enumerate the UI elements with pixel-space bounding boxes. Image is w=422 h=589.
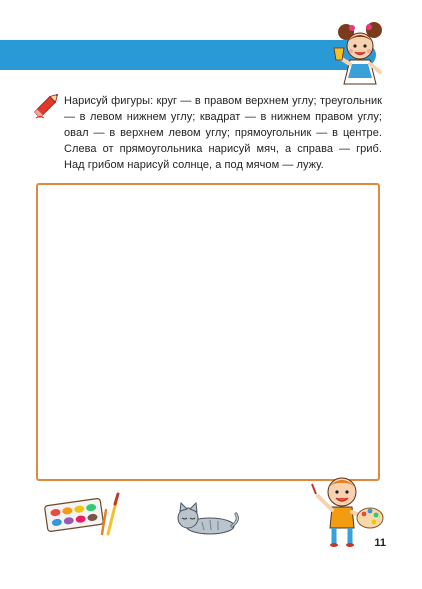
paint-set-icon: [42, 488, 124, 538]
sleeping-cat-icon: [170, 502, 240, 536]
drawing-area[interactable]: [36, 183, 380, 481]
header-band: [0, 40, 368, 70]
red-pencil-icon: [30, 88, 64, 122]
page-number: 11: [374, 537, 386, 549]
task-instructions: Нарисуй фигуры: круг — в правом верхнем углу; треугольник — в левом нижнем углу; квадрат — в нижнем правом углу; овал — в верхнем левом углу; прямоугольник — в центре. Слева от прямоугольника нарисуй мяч, а справа — гриб. Над грибом нарисуй солнце, а под мячом — лужу.: [64, 95, 382, 171]
girl-with-cup-icon: [330, 18, 390, 90]
